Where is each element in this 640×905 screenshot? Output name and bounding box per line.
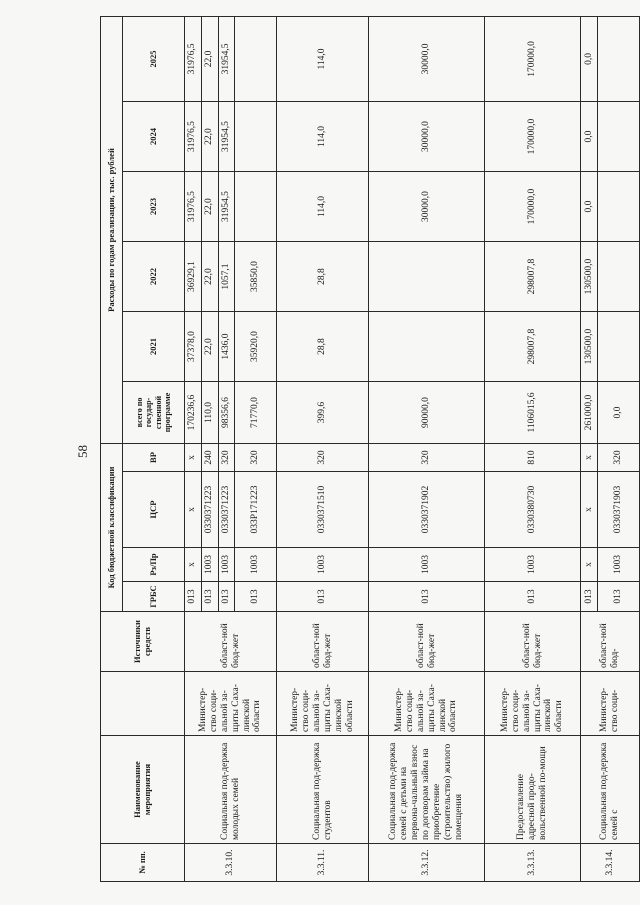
row-source: област-ной бюд-жет: [185, 612, 277, 672]
cell-grbs: 013: [369, 582, 484, 612]
cell-csr: 0330371223: [201, 472, 218, 548]
cell-grbs: 013: [581, 582, 598, 612]
cell-year-2022: [597, 242, 639, 312]
row-executor: Министер-ство соци-альной за-щиты Саха-линской области: [185, 672, 277, 736]
row-name: Социальная под-держка студентов: [277, 736, 369, 844]
cell-rzpr: 1003: [218, 548, 235, 582]
cell-total: 98356,6: [218, 382, 235, 444]
row-number: 3.3.10.: [185, 844, 277, 882]
cell-year-2023: 22,0: [201, 172, 218, 242]
cell-year-2025: 0,0: [581, 16, 598, 101]
cell-year-2025: 31954,5: [218, 16, 235, 101]
cell-total: 399,6: [277, 382, 369, 444]
row-source: област-ной бюд-жет: [277, 612, 369, 672]
cell-year-2024: 31976,5: [185, 102, 202, 172]
cell-year-2022: 130500,0: [581, 242, 598, 312]
cell-year-2021: [369, 312, 484, 382]
cell-csr: 0330371223: [218, 472, 235, 548]
cell-year-2024: 30000,0: [369, 102, 484, 172]
cell-rzpr: 1003: [597, 548, 639, 582]
cell-year-2025: 114,0: [277, 16, 369, 101]
cell-year-2021: 35920,0: [235, 312, 277, 382]
cell-csr: 033P171223: [235, 472, 277, 548]
cell-year-2023: [235, 172, 277, 242]
cell-grbs: 013: [277, 582, 369, 612]
table-body: [185, 16, 640, 881]
header-no: № пп.: [101, 844, 185, 882]
cell-total: 170236,6: [185, 382, 202, 444]
row-name: Предоставление адресной продо-вольственной по-мощи: [484, 736, 580, 844]
table-row: [277, 16, 369, 881]
cell-year-2023: 170000,0: [484, 172, 580, 242]
header-executor: [101, 672, 185, 736]
cell-rzpr: 1003: [201, 548, 218, 582]
cell-year-2022: 298007,8: [484, 242, 580, 312]
rotated-table-wrapper: [100, 17, 640, 882]
table-row: [484, 16, 580, 881]
row-number: 3.3.14.: [581, 844, 640, 882]
cell-grbs: 013: [218, 582, 235, 612]
budget-table: [100, 16, 640, 882]
cell-year-2025: 22,0: [201, 16, 218, 101]
cell-csr: 0330371510: [277, 472, 369, 548]
cell-year-2024: 22,0: [201, 102, 218, 172]
cell-vr: 320: [218, 444, 235, 472]
header-year-2022: 2022: [123, 242, 185, 312]
cell-vr: 240: [201, 444, 218, 472]
cell-year-2021: 28,8: [277, 312, 369, 382]
header-vr: ВР: [123, 444, 185, 472]
cell-vr: 320: [277, 444, 369, 472]
cell-year-2022: 36929,1: [185, 242, 202, 312]
cell-year-2022: [369, 242, 484, 312]
cell-vr: x: [581, 444, 598, 472]
header-grbs: ГРБС: [123, 582, 185, 612]
cell-year-2025: 170000,0: [484, 16, 580, 101]
cell-year-2023: 30000,0: [369, 172, 484, 242]
cell-year-2024: 170000,0: [484, 102, 580, 172]
header-csr: ЦСР: [123, 472, 185, 548]
cell-year-2025: [597, 16, 639, 101]
cell-rzpr: x: [185, 548, 202, 582]
cell-year-2023: 114,0: [277, 172, 369, 242]
cell-year-2022: 28,8: [277, 242, 369, 312]
cell-year-2023: [597, 172, 639, 242]
page-number: 58: [75, 445, 90, 458]
cell-vr: 320: [597, 444, 639, 472]
header-source: Источники средств: [101, 612, 185, 672]
row-executor: Министер-ство соци-альной за-щиты Саха-линской области: [369, 672, 484, 736]
cell-total: 110,0: [201, 382, 218, 444]
cell-year-2021: 22,0: [201, 312, 218, 382]
cell-csr: 0330371902: [369, 472, 484, 548]
cell-vr: x: [185, 444, 202, 472]
row-number: 3.3.11.: [277, 844, 369, 882]
cell-year-2025: 31976,5: [185, 16, 202, 101]
cell-grbs: 013: [201, 582, 218, 612]
cell-csr: x: [185, 472, 202, 548]
row-number: 3.3.12.: [369, 844, 484, 882]
cell-rzpr: 1003: [277, 548, 369, 582]
cell-vr: 320: [235, 444, 277, 472]
cell-year-2022: 1057,1: [218, 242, 235, 312]
cell-year-2021: 37378,0: [185, 312, 202, 382]
cell-year-2021: 130500,0: [581, 312, 598, 382]
row-name: Социальная под-держка молодых семей: [185, 736, 277, 844]
cell-year-2025: [235, 16, 277, 101]
header-year-2024: 2024: [123, 102, 185, 172]
cell-csr: 0330371903: [597, 472, 639, 548]
cell-rzpr: 1003: [235, 548, 277, 582]
cell-year-2021: 1436,0: [218, 312, 235, 382]
row-executor: Министер-ство соци-: [581, 672, 640, 736]
cell-year-2024: 31954,5: [218, 102, 235, 172]
cell-year-2025: 30000,0: [369, 16, 484, 101]
cell-total: 1106015,6: [484, 382, 580, 444]
cell-year-2024: 0,0: [581, 102, 598, 172]
cell-grbs: 013: [235, 582, 277, 612]
cell-grbs: 013: [185, 582, 202, 612]
row-executor: Министер-ство соци-альной за-щиты Саха-линской области: [484, 672, 580, 736]
cell-rzpr: 1003: [484, 548, 580, 582]
cell-total: 261000,0: [581, 382, 598, 444]
row-name: Социальная под-держка семей с детьми на первона-чальный взнос по договорам займа на приобретение (строительство) жилого помещения: [369, 736, 484, 844]
header-year-2021: 2021: [123, 312, 185, 382]
header-rzpr: Рз/Пр: [123, 548, 185, 582]
cell-year-2024: 114,0: [277, 102, 369, 172]
cell-vr: 810: [484, 444, 580, 472]
header-name: Наименование мероприятия: [101, 736, 185, 844]
header-budget-group: Код бюджетной классификации: [101, 444, 123, 612]
row-source: област-ной бюд-жет: [369, 612, 484, 672]
row-name: Социальная под-держка семей с: [581, 736, 640, 844]
header-years-group: Расходы по годам реализации, тыс. рублей: [101, 16, 123, 443]
cell-vr: 320: [369, 444, 484, 472]
cell-total: 90000,0: [369, 382, 484, 444]
cell-csr: x: [581, 472, 598, 548]
cell-year-2021: 298007,8: [484, 312, 580, 382]
header-total: всего по государ-ственной программе: [123, 382, 185, 444]
cell-year-2022: 22,0: [201, 242, 218, 312]
header-year-2025: 2025: [123, 16, 185, 101]
cell-grbs: 013: [484, 582, 580, 612]
row-source: област-ной бюд-: [581, 612, 640, 672]
cell-year-2024: [235, 102, 277, 172]
table-row: [185, 16, 202, 881]
cell-year-2022: 35850,0: [235, 242, 277, 312]
cell-rzpr: 1003: [369, 548, 484, 582]
cell-total: 71770,0: [235, 382, 277, 444]
cell-year-2023: 31954,5: [218, 172, 235, 242]
cell-csr: 0330380730: [484, 472, 580, 548]
row-executor: Министер-ство соци-альной за-щиты Саха-линской области: [277, 672, 369, 736]
cell-total: 0,0: [597, 382, 639, 444]
row-number: 3.3.13.: [484, 844, 580, 882]
row-source: област-ной бюд-жет: [484, 612, 580, 672]
header-year-2023: 2023: [123, 172, 185, 242]
cell-rzpr: x: [581, 548, 598, 582]
cell-year-2021: [597, 312, 639, 382]
cell-grbs: 013: [597, 582, 639, 612]
table-row: [581, 16, 598, 881]
table-row: [369, 16, 484, 881]
cell-year-2024: [597, 102, 639, 172]
cell-year-2023: 31976,5: [185, 172, 202, 242]
cell-year-2023: 0,0: [581, 172, 598, 242]
